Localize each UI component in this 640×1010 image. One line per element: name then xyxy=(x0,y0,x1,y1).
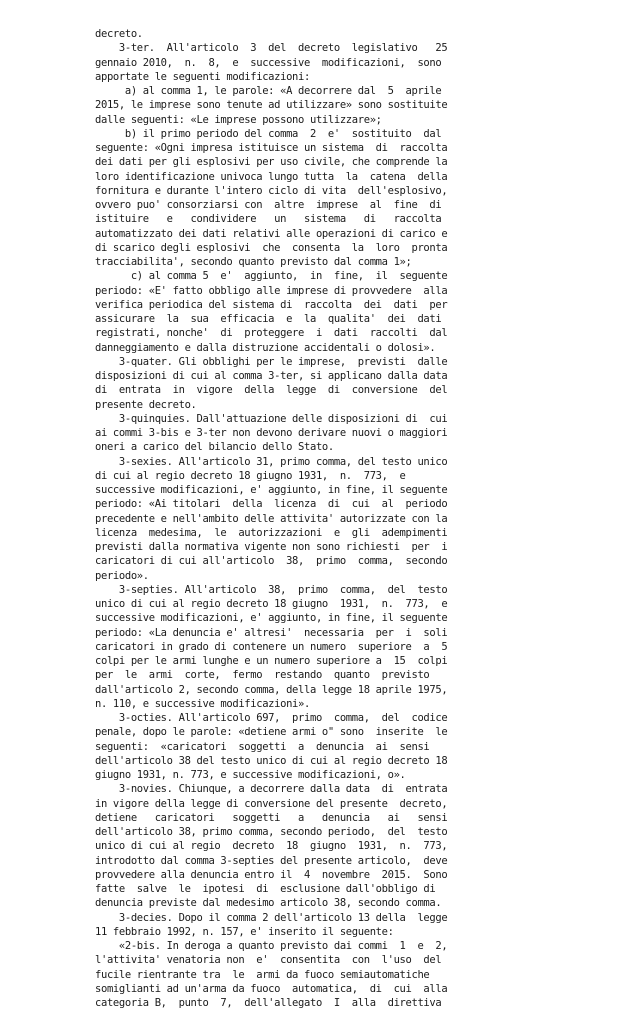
text-line: successive modificazioni, e' aggiunto, in fine, il seguente xyxy=(95,484,448,496)
text-line: fatte salve le ipotesi di esclusione dall'obbligo di xyxy=(95,883,436,895)
text-line: loro identificazione univoca lungo tutta la catena della xyxy=(95,170,448,183)
text-line: denuncia previste dal medesimo articolo 38, secondo comma. xyxy=(95,897,442,910)
text-line: colpi per le armi lunghe e un numero superiore a 15 colpi xyxy=(95,655,448,667)
text-line: 3-novies. Chiunque, a decorrere dalla data di entrata xyxy=(95,783,448,796)
text-line: «2-bis. In deroga a quanto previsto dai commi 1 e 2, xyxy=(95,940,448,952)
text-line: unico di cui al regio decreto 18 giugno 1931, n. 773, e xyxy=(95,598,448,610)
text-line: 3-quater. Gli obblighi per le imprese, previsti dalle xyxy=(95,355,448,368)
text-line: a) al comma 1, le parole: «A decorrere dal 5 aprile xyxy=(95,85,442,97)
text-line: dell'articolo 38 del testo unico di cui al regio decreto 18 xyxy=(95,754,448,767)
text-line: seguente: «Ogni impresa istituisce un sistema di raccolta xyxy=(95,142,448,154)
text-line: 3-octies. All'articolo 697, primo comma, del codice xyxy=(95,712,448,724)
text-line: dei dati per gli esplosivi per uso civile, che comprende la xyxy=(95,156,448,169)
text-line: caricatori in grado di contenere un numero superiore a 5 xyxy=(95,640,448,653)
text-line: assicurare la sua efficacia e la qualita' dei dati xyxy=(95,313,442,325)
legal-text-body xyxy=(95,27,565,1010)
text-line: periodo: «La denuncia e' altresi' necessaria per i soli xyxy=(95,626,448,639)
text-line: 3-ter. All'articolo 3 del decreto legislativo 25 xyxy=(95,42,448,55)
text-line: fornitura e durante l'intero ciclo di vita dell'esplosivo, xyxy=(95,184,448,197)
text-line: 11 febbraio 1992, n. 157, e' inserito il seguente: xyxy=(95,925,394,938)
text-line: dell'articolo 38, primo comma, secondo periodo, del testo xyxy=(95,826,448,838)
text-line: gennaio 2010, n. 8, e successive modificazioni, sono xyxy=(95,56,442,69)
text-line: categoria B, punto 7, dell'allegato I alla direttiva xyxy=(95,997,442,1009)
text-line: detiene caricatori soggetti a denuncia ai sensi xyxy=(95,811,448,824)
text-line: licenza medesima, le autorizzazioni e gli adempimenti xyxy=(95,526,448,539)
text-line: l'attivita' venatoria non e' consentita con l'uso del xyxy=(95,954,442,967)
text-line: dalle seguenti: «Le imprese possono utilizzare»; xyxy=(95,113,382,126)
text-line: unico di cui al regio decreto 18 giugno 1931, n. 773, xyxy=(95,840,448,853)
text-line: presente decreto. xyxy=(95,398,197,411)
text-line: di cui al regio decreto 18 giugno 1931, n. 773, e xyxy=(95,469,406,482)
text-line: periodo: «E' fatto obbligo alle imprese di provvedere alla xyxy=(95,284,448,297)
text-line: decreto. xyxy=(95,28,143,40)
text-line: 2015, le imprese sono tenute ad utilizzare» sono sostituite xyxy=(95,99,448,112)
text-line: ovvero puo' consorziarsi con altre imprese al fine di xyxy=(95,199,442,211)
text-line: periodo». xyxy=(95,569,149,582)
text-line: giugno 1931, n. 773, e successive modificazioni, o». xyxy=(95,769,406,781)
text-line: istituire e condividere un sistema di raccolta xyxy=(95,213,442,226)
text-line: n. 110, e successive modificazioni». xyxy=(95,697,310,710)
text-line: dall'articolo 2, secondo comma, della legge 18 aprile 1975, xyxy=(95,683,448,696)
text-line: b) il primo periodo del comma 2 e' sostituito dal xyxy=(95,127,442,140)
text-line: c) al comma 5 e' aggiunto, in fine, il seguente xyxy=(95,270,448,283)
text-line: oneri a carico del bilancio dello Stato. xyxy=(95,441,334,454)
text-line: caricatori di cui all'articolo 38, primo comma, secondo xyxy=(95,555,448,568)
text-line: ai commi 3-bis e 3-ter non devono derivare nuovi o maggiori xyxy=(95,427,448,439)
text-line: 3-sexies. All'articolo 31, primo comma, del testo unico xyxy=(95,455,448,468)
text-line: in vigore della legge di conversione del presente decreto, xyxy=(95,797,448,810)
text-line: 3-septies. All'articolo 38, primo comma, del testo xyxy=(95,583,448,596)
text-line: danneggiamento e dalla distruzione accidentali o dolosi». xyxy=(95,341,436,354)
text-line: introdotto dal comma 3-septies del presente articolo, deve xyxy=(95,854,448,867)
text-line: tracciabilita', secondo quanto previsto dal comma 1»; xyxy=(95,256,412,268)
text-line: 3-decies. Dopo il comma 2 dell'articolo 13 della legge xyxy=(95,911,448,924)
text-line: previsti dalla normativa vigente non sono richiesti per i xyxy=(95,541,448,553)
text-line: disposizioni di cui al comma 3-ter, si applicano dalla data xyxy=(95,370,448,382)
text-line: periodo: «Ai titolari della licenza di cui al periodo xyxy=(95,498,448,511)
text-line: di scarico degli esplosivi che consenta la loro pronta xyxy=(95,241,448,254)
text-line: apportate le seguenti modificazioni: xyxy=(95,70,310,83)
text-line: registrati, nonche' di proteggere i dati raccolti dal xyxy=(95,327,448,340)
text-line: per le armi corte, fermo restando quanto previsto xyxy=(95,669,430,682)
text-line: penale, dopo le parole: «detiene armi o" sono inserite le xyxy=(95,726,448,739)
text-line: 3-quinquies. Dall'attuazione delle disposizioni di cui xyxy=(95,412,448,425)
text-line: provvedere alla denuncia entro il 4 novembre 2015. Sono xyxy=(95,868,448,881)
text-line: seguenti: «caricatori soggetti a denuncia ai sensi xyxy=(95,740,430,753)
text-line: fucile rientrante tra le armi da fuoco semiautomatiche xyxy=(95,968,430,981)
text-line: somiglianti ad un'arma da fuoco automatica, di cui alla xyxy=(95,982,448,995)
text-line: precedente e nell'ambito delle attivita' autorizzate con la xyxy=(95,512,448,525)
text-line: di entrata in vigore della legge di conversione del xyxy=(95,384,448,397)
text-line: automatizzato dei dati relativi alle operazioni di carico e xyxy=(95,227,448,240)
text-line: successive modificazioni, e' aggiunto, in fine, il seguente xyxy=(95,612,448,625)
text-line: verifica periodica del sistema di raccolta dei dati per xyxy=(95,298,448,311)
